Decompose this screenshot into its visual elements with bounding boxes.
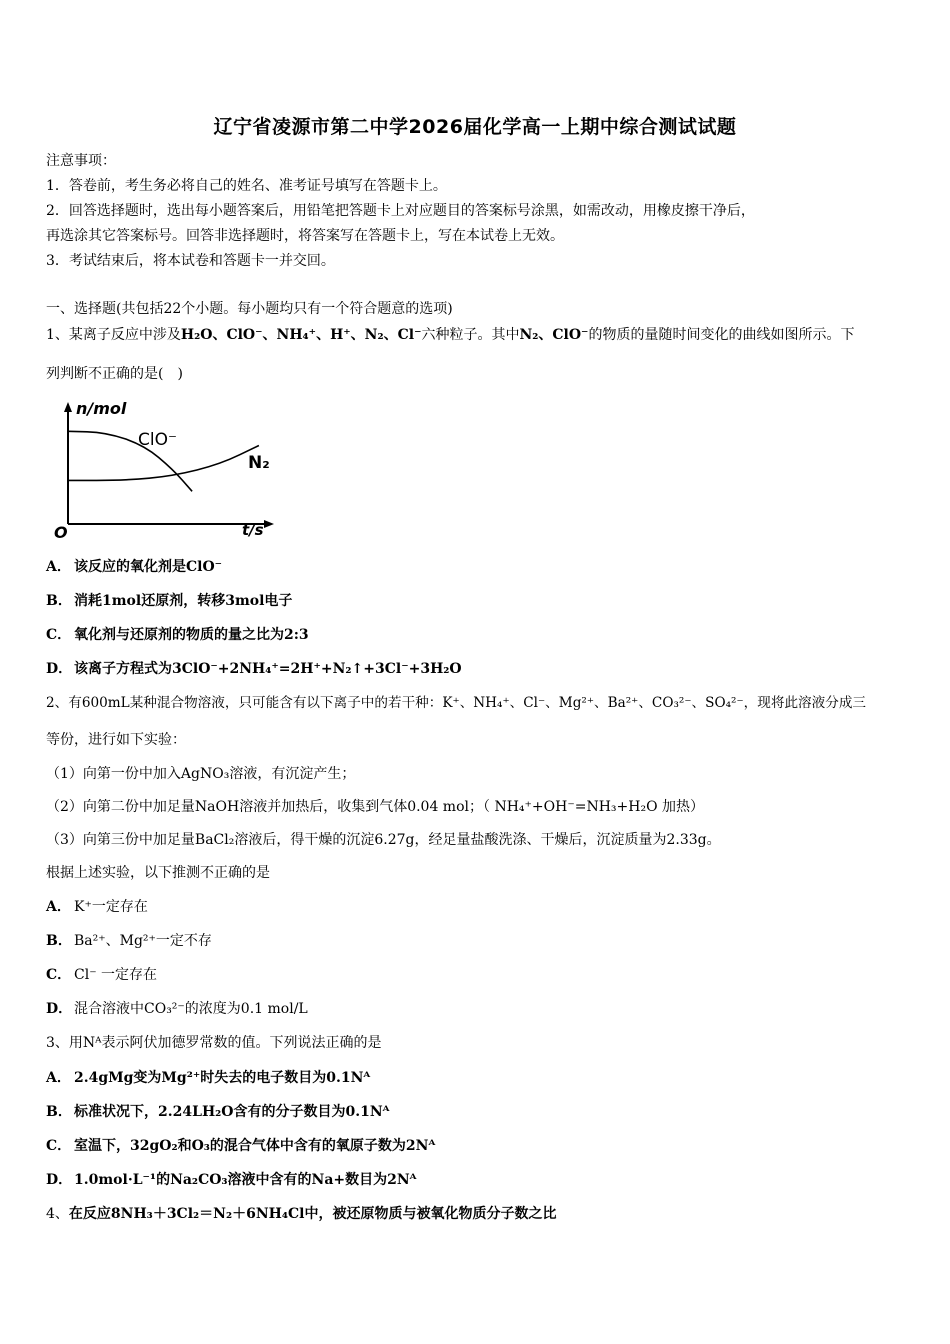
- notice-item-2a: 2．回答选择题时，选出每小题答案后，用铅笔把答题卡上对应题目的答案标号涂黑，如需改动，用橡皮擦干净后，: [46, 203, 755, 219]
- q1-stem-species: H₂O、ClO⁻、NH₄⁺、H⁺、N₂、Cl⁻: [180, 327, 422, 343]
- q1-stem-part1: 某离子反应中涉及: [68, 327, 181, 343]
- notice-heading: 注意事项：: [46, 153, 116, 169]
- q2-lead: 根据上述实验，以下推测不正确的是: [46, 865, 270, 881]
- q3-option-d: D． 1.0mol·L⁻¹的Na₂CO₃溶液中含有的Na+数目为2Nᴬ: [46, 1172, 417, 1188]
- q1-option-b: B． 消耗1mol还原剂，转移3mol电子: [46, 593, 293, 609]
- q3-option-a: A． 2.4gMg变为Mg²⁺时失去的电子数目为0.1Nᴬ: [46, 1070, 371, 1086]
- q2-option-b: B． Ba²⁺、Mg²⁺一定不存: [46, 933, 212, 949]
- section-heading: 一、选择题(共包括22个小题。每小题均只有一个符合题意的选项): [46, 301, 453, 317]
- q2-stem-line2: 等份，进行如下实验：: [46, 732, 186, 748]
- q1-option-c: C． 氧化剂与还原剂的物质的量之比为2:3: [46, 627, 309, 643]
- q2-experiment-1: （1）向第一份中加入AgNO₃溶液，有沉淀产生；: [46, 766, 356, 782]
- q1-option-d: D． 该离子方程式为3ClO⁻+2NH₄⁺=2H⁺+N₂↑+3Cl⁻+3H₂O: [46, 661, 462, 677]
- q4-stem: 4、在反应8NH₃＋3Cl₂＝N₂＋6NH₄Cl中，被还原物质与被氧化物质分子数之比: [46, 1206, 557, 1222]
- y-axis-arrow: [64, 402, 72, 412]
- q2-option-a: A． K⁺一定存在: [46, 899, 148, 915]
- page-title: 辽宁省凌源市第二中学2026届化学高一上期中综合测试试题: [213, 116, 737, 138]
- q3-option-b: B． 标准状况下，2.24LH₂O含有的分子数目为0.1Nᴬ: [46, 1104, 390, 1120]
- q1-stem-part2: 六种粒子。其中: [421, 327, 520, 343]
- notice-item-3: 3．考试结束后，将本试卷和答题卡一并交回。: [46, 253, 335, 269]
- q2-option-c: C． Cl⁻ 一定存在: [46, 967, 158, 983]
- x-axis-arrow: [264, 520, 274, 528]
- q1-number: 1、: [46, 327, 69, 343]
- q3-option-c: C． 室温下，32gO₂和O₃的混合气体中含有的氧原子数为2Nᴬ: [46, 1138, 436, 1154]
- q1-stem-line2: 列判断不正确的是( ): [46, 366, 183, 382]
- q3-stem: 3、用Nᴬ表示阿伏加德罗常数的值。下列说法正确的是: [46, 1035, 382, 1051]
- q1-option-a: A． 该反应的氧化剂是ClO⁻: [46, 559, 223, 575]
- q2-experiment-3: （3）向第三份中加足量BaCl₂溶液后，得干燥的沉淀6.27g，经足量盐酸洗涤、干燥后，沉淀质量为2.33g。: [46, 832, 721, 848]
- n-t-graph: [46, 392, 286, 542]
- q2-stem-line1: 2、有600mL某种混合物溶液，只可能含有以下离子中的若干种：K⁺、NH₄⁺、Cl⁻、Mg²⁺、Ba²⁺、CO₃²⁻、SO₄²⁻，现将此溶液分成三: [46, 695, 867, 711]
- q1-stem-species2: N₂、ClO⁻: [519, 327, 589, 343]
- x-axis-label: t/s: [242, 521, 264, 539]
- origin-label: O: [54, 523, 68, 542]
- notice-item-2b: 再选涂其它答案标号。回答非选择题时，将答案写在答题卡上，写在本试卷上无效。: [46, 228, 564, 244]
- q1-stem-part3: 的物质的量随时间变化的曲线如图所示。下: [588, 327, 855, 343]
- y-axis-label: n/mol: [76, 399, 127, 418]
- q2-experiment-2: （2）向第二份中加足量NaOH溶液并加热后，收集到气体0.04 mol；（ NH₄⁺+OH⁻=NH₃+H₂O 加热）: [46, 799, 704, 815]
- series-n2-curve: [68, 446, 259, 481]
- q1-stem-line1: [46, 325, 854, 345]
- series-clo-label: ClO⁻: [138, 430, 177, 450]
- series-n2-label: N₂: [248, 453, 270, 473]
- q2-option-d: D． 混合溶液中CO₃²⁻的浓度为0.1 mol/L: [46, 1001, 308, 1017]
- notice-item-1: 1．答卷前，考生务必将自己的姓名、准考证号填写在答题卡上。: [46, 178, 447, 194]
